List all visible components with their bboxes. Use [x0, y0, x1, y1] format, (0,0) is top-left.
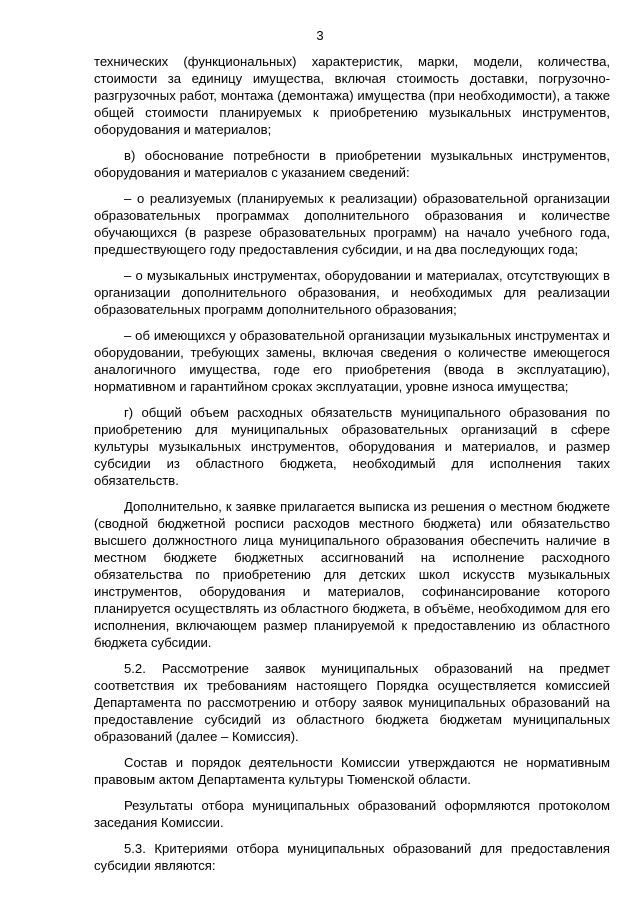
paragraph-continuation: технических (функциональных) характеристик, марки, модели, количества, стоимости за единицу имущества, включая стоимость доставки, погрузочно-разгрузочных работ, монтажа (демонтажа) имущества (при необходимости), а также общей стоимости планируемых к приобретению музыкальных инструментов, оборудования и материалов; — [94, 54, 610, 137]
paragraph-5-3: 5.3. Критериями отбора муниципальных образований для предоставления субсидии являются: — [94, 841, 610, 873]
paragraph-dash-programs: – о реализуемых (планируемых к реализации) образовательной организации образовательных программах дополнительного образования и количестве обучающихся (в разрезе образовательных программ) на начало учебного года, предшествующего году предоставления субсидии, и на два последующих года; — [94, 191, 610, 257]
paragraph-item-v: в) обоснование потребности в приобретении музыкальных инструментов, оборудования и материалов с указанием сведений: — [94, 148, 610, 180]
paragraph-results: Результаты отбора муниципальных образований оформляются протоколом заседания Комиссии. — [94, 798, 610, 830]
paragraph-dash-missing-instruments: – о музыкальных инструментах, оборудовании и материалах, отсутствующих в организации дополнительного образования, и необходимых для реализации образовательных программ дополнительного образования; — [94, 268, 610, 317]
page-number: 3 — [316, 28, 324, 43]
paragraph-commission-composition: Состав и порядок деятельности Комиссии утверждаются не нормативным правовым актом Департамента культуры Тюменской области. — [94, 755, 610, 787]
paragraph-item-g: г) общий объем расходных обязательств муниципального образования по приобретению для муниципальных образовательных организаций в сфере культуры музыкальных инструментов, оборудования и материалов, и размер субсидии из областного бюджета, необходимый для исполнения таких обязательств. — [94, 405, 610, 488]
paragraph-5-2: 5.2. Рассмотрение заявок муниципальных образований на предмет соответствия их требованиям настоящего Порядка осуществляется комиссией Департамента по рассмотрению и отбору заявок муниципальных образований на предоставление субсидий из областного бюджета бюджетам муниципальных образований (далее – Комиссия). — [94, 661, 610, 744]
paragraph-additional: Дополнительно, к заявке прилагается выписка из решения о местном бюджете (сводной бюджетной росписи расходов местного бюджета) или обязательство высшего должностного лица муниципального образования обеспечить наличие в местном бюджете бюджетных ассигнований на исполнение расходного обязательства по приобретению для детских школ искусств музыкальных инструментов, оборудования и материалов, софинансирование которого планируется осуществлять из областного бюджета, в объёме, необходимом для его исполнения, включающем размер планируемой к предоставлению из областного бюджета субсидии. — [94, 499, 610, 650]
paragraph-dash-replacement: – об имеющихся у образовательной организации музыкальных инструментах и оборудовании, требующих замены, включая сведения о количестве имеющегося аналогичного имущества, годе его приобретения (ввода в эксплуатацию), нормативном и гарантийном сроках эксплуатации, уровне износа имущества; — [94, 328, 610, 394]
document-body — [94, 53, 610, 883]
